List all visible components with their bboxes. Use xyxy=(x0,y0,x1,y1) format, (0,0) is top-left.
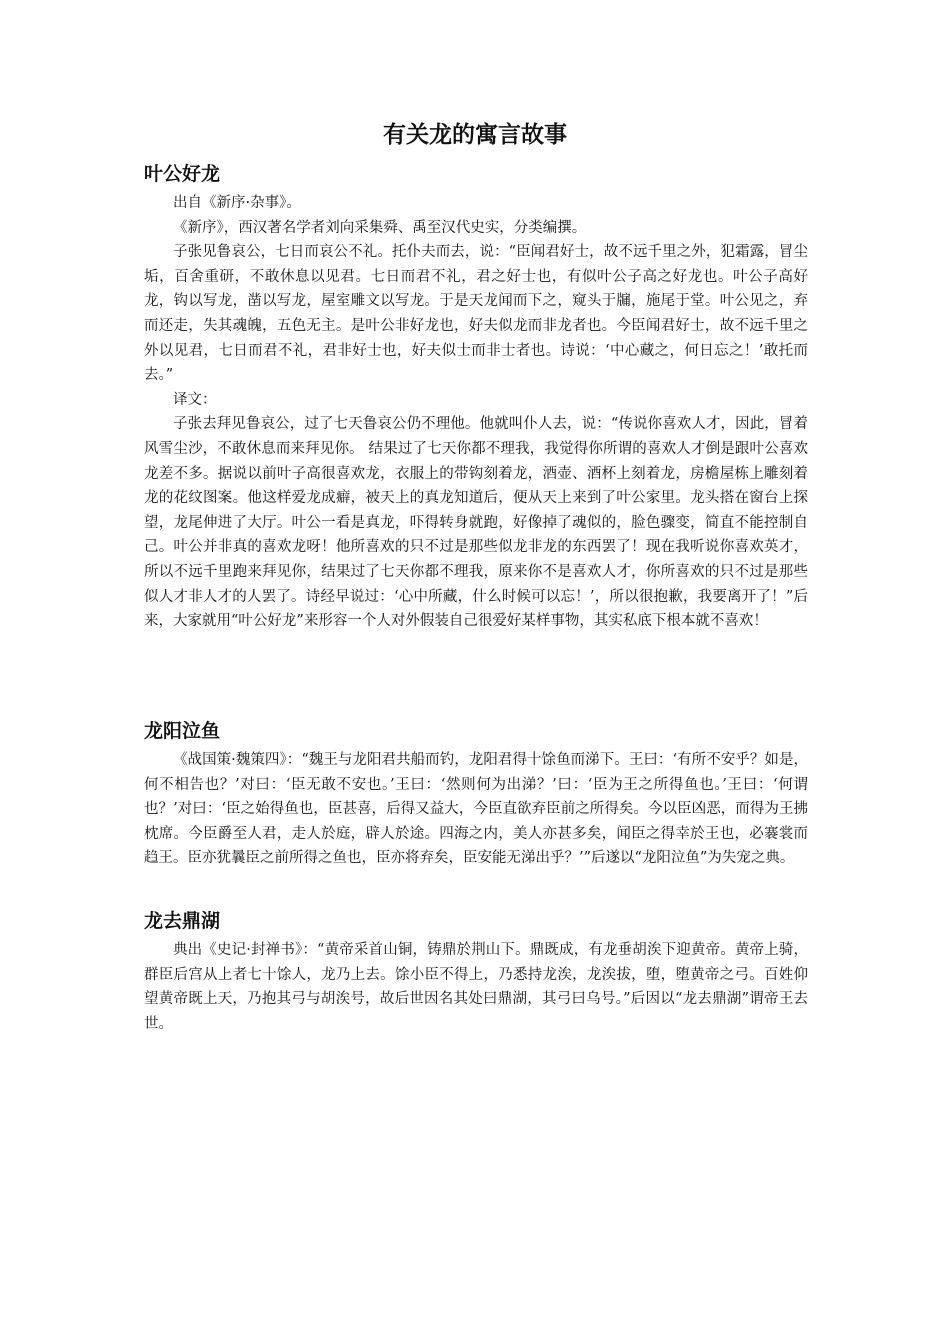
paragraph-xinxu-note: 《新序》，西汉著名学者刘向采集舜、禹至汉代史实，分类编撰。 xyxy=(173,219,587,236)
section-heading: 龙阳泣鱼 xyxy=(144,720,221,742)
paragraph-body: 典出《史记·封禅书》：“黄帝采首山铜，铸鼎於荆山下。鼎既成，有龙垂胡涘下迎黄帝。黄帝上骑，群臣后宫从上者七十馀人，龙乃上去。馀小臣不得上，乃悉持龙涘，龙涘拔，堕，堕黄帝之弓。百姓仰望黄帝既上天，乃抱其弓与胡涘号，故后世因名其处曰鼎湖，其弓曰乌号。”后因以“龙去鼎湖”谓帝王去世。 xyxy=(144,942,808,1032)
section-heading: 龙去鼎湖 xyxy=(144,910,221,932)
section-ye-gong-hao-long xyxy=(144,159,808,634)
section-long-qu-ding-hu xyxy=(144,906,808,1036)
paragraph-translation: 子张去拜见鲁哀公，过了七天鲁哀公仍不理他。他就叫仆人去，说：“传说你喜欢人才，因此，冒着风雪尘沙，不敢休息而来拜见你。 结果过了七天你都不理我，我觉得你所谓的喜欢人才倒是跟叶公喜欢龙差不多。据说以前叶子高很喜欢龙，衣服上的带钩刻着龙，酒壶、酒杯上刻着龙，房檐屋栋上雕刻着龙的花纹图案。他这样爱龙成癖，被天上的真龙知道后，便从天上来到了叶公家里。龙头搭在窗台上探望，龙尾伸进了大厅。叶公一看是真龙，吓得转身就跑，好像掉了魂似的，脸色骤变，简直不能控制自己。叶公并非真的喜欢龙呀！他所喜欢的只不过是那些似龙非龙的东西罢了！现在我听说你喜欢英才，所以不远千里跑来拜见你，结果过了七天你都不理我，原来你不是喜欢人才，你所喜欢的只不过是那些似人才非人才的人罢了。诗经早说过：‘心中所藏，什么时候可以忘！’，所以很抱歉，我要离开了！”后来，大家就用“叶公好龙”来形容一个人对外假装自己很爱好某样事物，其实私底下根本就不喜欢！ xyxy=(144,416,808,630)
section-long-yang-qi-yu xyxy=(144,716,808,871)
paragraph-original-text: 子张见鲁哀公，七日而哀公不礼。托仆夫而去，说：“臣闻君好士，故不远千里之外，犯霜露，冒尘垢，百舍重研，不敢休息以见君。七日而君不礼，君之好士也，有似叶公子高之好龙也。叶公子高好龙，钩以写龙，凿以写龙，屋室雕文以写龙。于是天龙闻而下之，窥头于牖，施尾于堂。叶公见之，弃而还走，失其魂魄，五色无主。是叶公非好龙也，好夫似龙而非龙者也。今臣闻君好士，故不远千里之外以见君，七日而君不礼，君非好士也，好夫似士而非士者也。诗说：‘中心藏之，何日忘之！’敢托而去。” xyxy=(144,244,808,384)
document-title: 有关龙的寓言故事 xyxy=(383,122,567,148)
paragraph-body: 《战国策·魏策四》：“魏王与龙阳君共船而钓，龙阳君得十馀鱼而涕下。王曰：‘有所不安乎？如是，何不相告也？’对曰：‘臣无敢不安也。’王曰：‘然则何为出涕？’曰：‘臣为王之所得鱼也。’王曰：‘何谓也？’对曰：‘臣之始得鱼也，臣甚喜，后得又益大，今臣直欲弃臣前之所得矣。今以臣凶恶，而得为王拂枕席。今臣爵至人君，走人於庭，辟人於途。四海之内，美人亦甚多矣，闻臣之得幸於王也，必褰裳而趋王。臣亦犹曩臣之前所得之鱼也，臣亦将弃矣，臣安能无涕出乎？’”后遂以“龙阳泣鱼”为失宠之典。 xyxy=(144,752,808,867)
paragraph-source: 出自《新序·杂事》。 xyxy=(173,195,301,211)
section-heading: 叶公好龙 xyxy=(144,163,221,185)
paragraph-translation-label: 译文： xyxy=(173,391,217,408)
